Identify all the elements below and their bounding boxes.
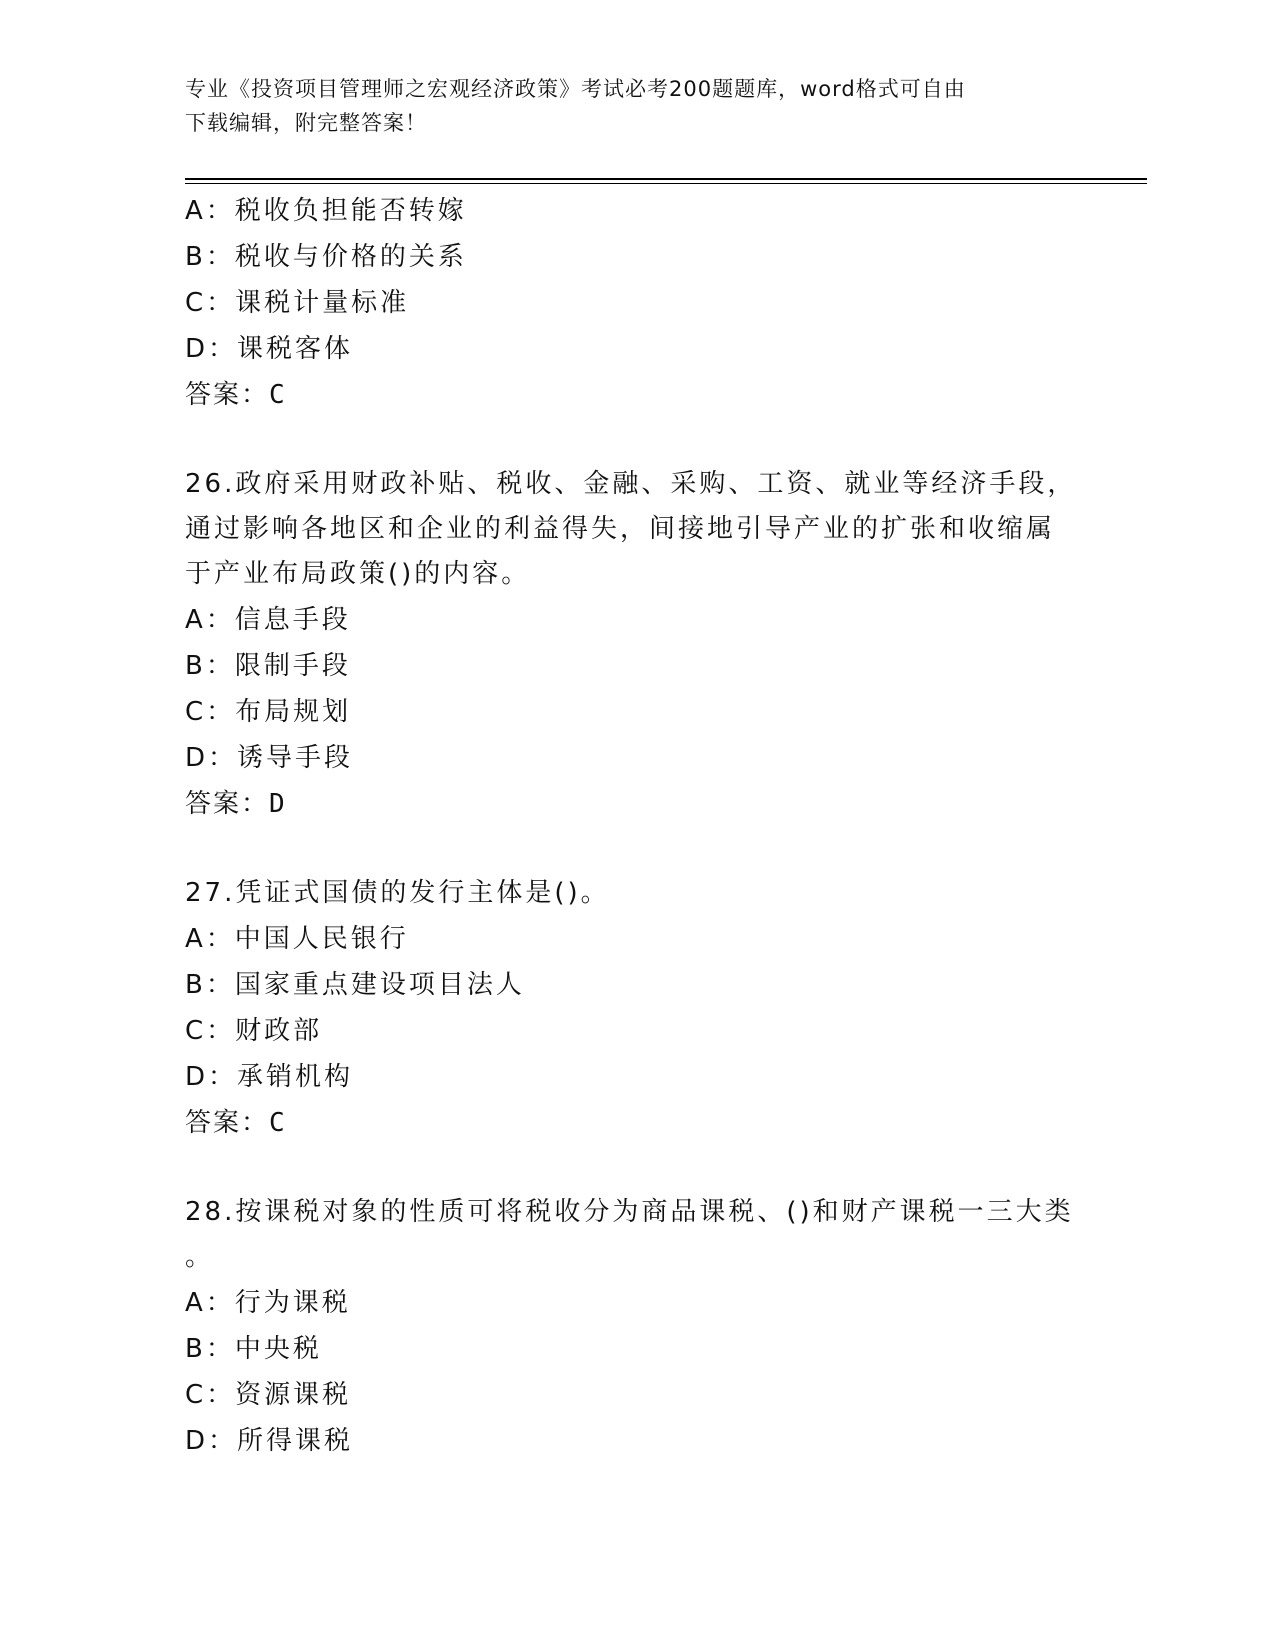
- answer-line: [185, 781, 1085, 827]
- spacer: [185, 827, 1085, 871]
- answer-label: 答案：: [185, 380, 270, 410]
- option-a: A：信息手段: [185, 605, 351, 635]
- option-c: C：布局规划: [185, 697, 352, 727]
- option-b: B：税收与价格的关系: [185, 242, 467, 272]
- option-b: B：中央税: [185, 1334, 322, 1364]
- spacer: [185, 418, 1085, 462]
- answer-label: 答案：: [185, 1108, 270, 1138]
- option-a: A：行为课税: [185, 1288, 351, 1318]
- option-d: D：课税客体: [185, 334, 354, 364]
- option-d: D：承销机构: [185, 1062, 354, 1092]
- option-a: A：税收负担能否转嫁: [185, 196, 467, 226]
- answer-label: 答案：: [185, 789, 270, 819]
- question-stem-line: 通过影响各地区和企业的利益得失，间接地引导产业的扩张和收缩属: [185, 514, 1056, 544]
- header-line-2: 下载编辑，附完整答案！: [185, 111, 427, 135]
- answer-value: C: [269, 1108, 287, 1138]
- option-b: B：限制手段: [185, 651, 351, 681]
- option-b: B：国家重点建设项目法人: [185, 970, 525, 1000]
- header-line-1: 专业《投资项目管理师之宏观经济政策》考试必考200题题库，word格式可自由: [185, 77, 966, 101]
- header-divider-thick: [185, 178, 1147, 180]
- option-d: D：诱导手段: [185, 743, 354, 773]
- question-28: [185, 1190, 1085, 1464]
- spacer: [185, 1146, 1085, 1190]
- question-stem-line: 26.政府采用财政补贴、税收、金融、采购、工资、就业等经济手段，: [185, 469, 1077, 499]
- question-26: [185, 462, 1085, 827]
- answer-value: C: [269, 380, 287, 410]
- option-d: D：所得课税: [185, 1426, 354, 1456]
- question-25-continued: [185, 188, 1085, 418]
- option-a: A：中国人民银行: [185, 924, 409, 954]
- question-stem-line: 。: [185, 1242, 215, 1272]
- answer-line: [185, 372, 1085, 418]
- answer-value: D: [269, 789, 287, 819]
- question-stem-line: 28.按课税对象的性质可将税收分为商品课税、()和财产课税一三大类: [185, 1197, 1074, 1227]
- question-27: [185, 871, 1085, 1146]
- document-body: [185, 188, 1085, 1464]
- option-c: C：资源课税: [185, 1380, 352, 1410]
- answer-line: [185, 1100, 1085, 1146]
- question-stem-line: 于产业布局政策()的内容。: [185, 559, 531, 589]
- option-c: C：课税计量标准: [185, 288, 410, 318]
- header-divider-thin: [185, 183, 1147, 184]
- document-header: [185, 72, 1055, 140]
- option-c: C：财政部: [185, 1016, 323, 1046]
- question-stem-line: 27.凭证式国债的发行主体是()。: [185, 878, 610, 908]
